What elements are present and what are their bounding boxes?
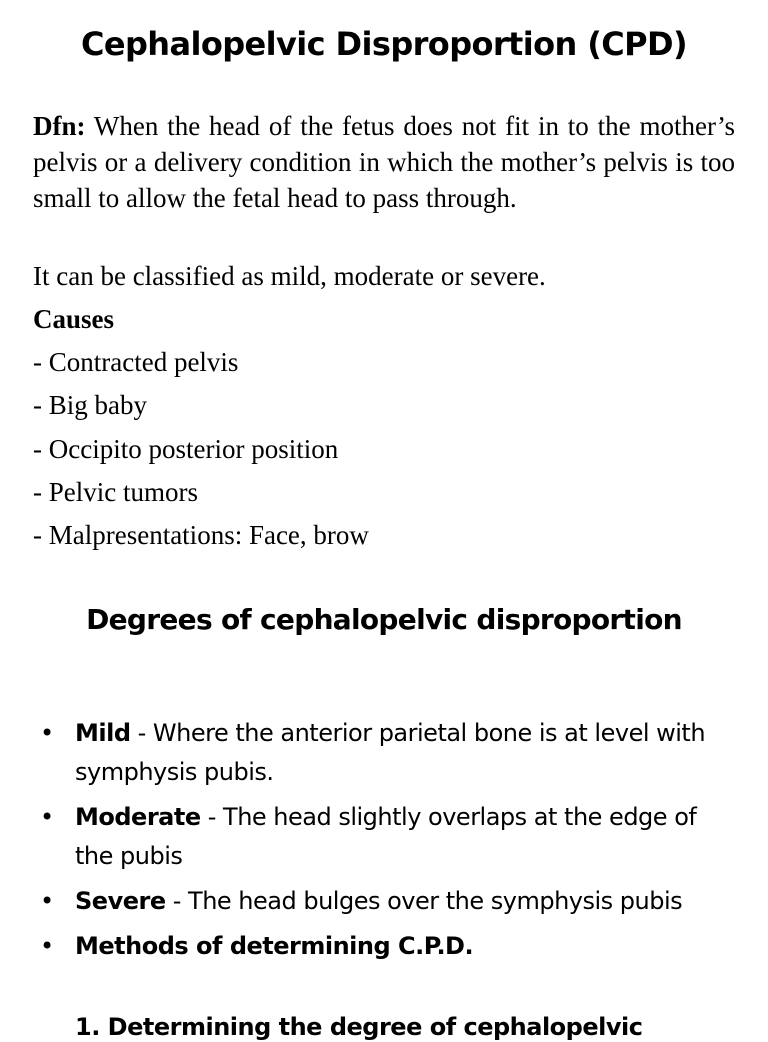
- degree-term: Mild: [75, 719, 131, 747]
- degree-item-moderate: [40, 798, 740, 876]
- degree-term: Severe: [75, 887, 166, 915]
- degrees-heading: Degrees of cephalopelvic disproportion: [86, 603, 682, 636]
- degree-description: - The head bulges over the symphysis pubis: [165, 887, 683, 915]
- bullet-icon: •: [40, 932, 54, 960]
- bullet-icon: •: [40, 719, 54, 747]
- classification-text: It can be classified as mild, moderate or severe.: [33, 261, 546, 291]
- degree-description: - Where the anterior parietal bone is at level with symphysis pubis.: [75, 719, 706, 786]
- bullet-icon: •: [40, 803, 54, 831]
- cutoff-line: 1. Determining the degree of cephalopelvic: [75, 1013, 643, 1041]
- degree-item-mild: [40, 714, 740, 792]
- degree-description: - The head slightly overlaps at the edge of the pubis: [75, 803, 697, 870]
- definition-text: When the head of the fetus does not fit in to the mother’s pelvis or a delivery condition in which the mother’s pelvis is too small to allow the fetal head to pass through.: [33, 111, 735, 213]
- degree-item-methods: [40, 927, 740, 966]
- cause-item: - Malpresentations: Face, brow: [33, 520, 369, 551]
- cause-item: - Contracted pelvis: [33, 347, 239, 377]
- cause-item: - Occipito posterior position: [33, 433, 339, 464]
- page-title: Cephalopelvic Disproportion (CPD): [81, 25, 687, 63]
- causes-heading: Causes: [33, 304, 115, 334]
- degree-term: Methods of determining C.P.D.: [75, 932, 474, 960]
- definition-paragraph: [33, 108, 735, 216]
- degree-term: Moderate: [75, 803, 201, 831]
- causes-list: [33, 344, 369, 560]
- cause-item: - Pelvic tumors: [33, 476, 198, 507]
- degrees-list: [40, 714, 740, 972]
- bullet-icon: •: [40, 887, 54, 915]
- degree-item-severe: [40, 882, 740, 921]
- definition-label: Dfn:: [33, 111, 86, 141]
- cause-item: - Big baby: [33, 390, 147, 421]
